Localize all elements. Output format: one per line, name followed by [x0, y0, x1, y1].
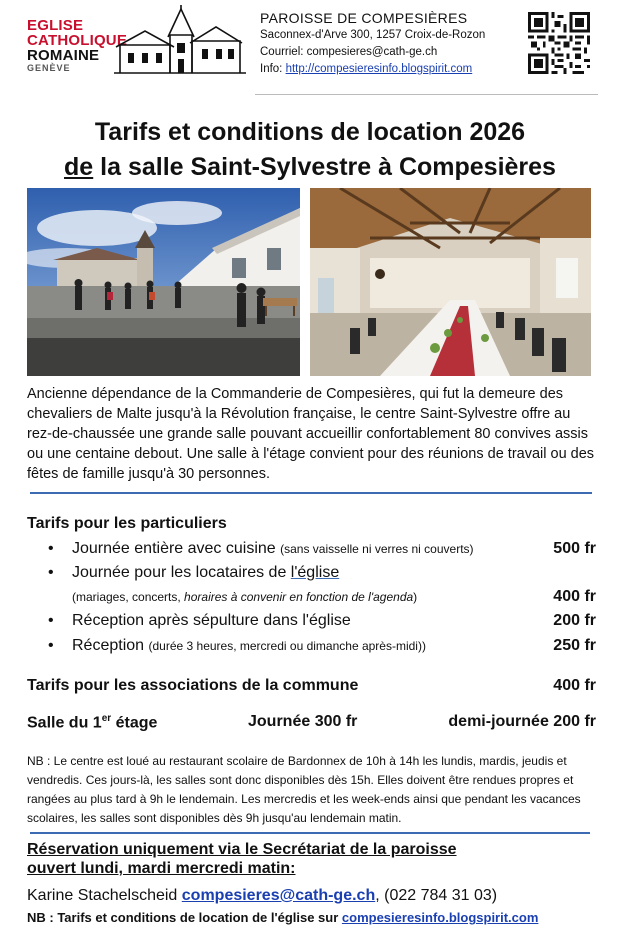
blog-link[interactable]: compesieresinfo.blogspirit.com	[341, 910, 539, 925]
parish-email: Courriel: compesieres@cath-ge.ch	[260, 46, 438, 58]
salle-label: Salle du 1er étage	[27, 713, 158, 732]
contact-email-link[interactable]: compesieres@cath-ge.ch	[181, 887, 376, 904]
bullet: •	[48, 612, 54, 629]
tarif-row-full-day	[48, 540, 596, 560]
parish-address: Saconnex-d'Arve 300, 1257 Croix-de-Rozon	[260, 29, 486, 41]
section-divider-bottom	[30, 832, 590, 834]
salle-day-price: Journée 300 fr	[248, 713, 358, 730]
tarif-label: Journée pour les locataires de l'église	[72, 564, 340, 581]
contact-name: Karine Stachelscheid	[27, 887, 182, 904]
contact-phone: , (022 784 31 03)	[375, 887, 498, 904]
reservation-heading	[27, 840, 457, 878]
contact-line	[27, 887, 497, 905]
intro-paragraph: Ancienne dépendance de la Commanderie de Compesières, qui fut la demeure des chevaliers de Malte jusqu'à la Révolution française, le centre Saint-Sylvestre offre au rez-de-chaussée une grande salle pouvant accueillir confortablement 80 convives assis ou une centaine debout. Une salle à l'étage convient pour des réunions de travail ou des fêtes de famille jusqu'à 30 personnes.	[27, 386, 595, 482]
header-divider	[255, 94, 598, 95]
page-title	[0, 115, 620, 185]
tarif-row-reception	[48, 637, 596, 657]
assoc-label: Tarifs pour les associations de la commune	[27, 677, 359, 694]
info-label: Info:	[260, 63, 286, 75]
tarif-price: 400 fr	[553, 588, 596, 605]
reservation-line-1: Réservation uniquement via le Secrétariat de la paroisse	[27, 841, 457, 858]
tarif-note: (mariages, concerts, horaires à convenir en fonction de l'agenda)	[72, 590, 418, 604]
logo-line-1: EGLISE	[27, 17, 84, 34]
tarifs-heading: Tarifs pour les particuliers	[27, 515, 227, 532]
logo-line-4: GENÈVE	[27, 63, 71, 73]
info-link[interactable]: http://compesieresinfo.blogspirit.com	[285, 63, 473, 75]
tarif-price: 500 fr	[553, 540, 596, 557]
assoc-price: 400 fr	[553, 677, 596, 694]
title-line-2	[0, 150, 620, 185]
parish-header	[260, 10, 485, 78]
tarif-label: Réception (durée 3 heures, mercredi ou dimanche après-midi))	[72, 637, 426, 654]
title-prefix: de	[64, 153, 94, 181]
exterior-photo	[27, 188, 300, 376]
tarif-row-tenants-note	[48, 588, 596, 608]
title-line-1: Tarifs et conditions de location 2026	[94, 118, 526, 146]
logo-line-3: ROMAINE	[27, 47, 100, 64]
salle-half-price: demi-journée 200 fr	[448, 713, 596, 730]
parish-name: PAROISSE DE COMPESIÈRES	[260, 10, 468, 26]
title-rest: la salle Saint-Sylvestre à Compesières	[93, 153, 556, 181]
bullet: •	[48, 637, 54, 654]
bullet: •	[48, 540, 54, 557]
qr-code-icon	[528, 12, 590, 74]
reservation-line-2: ouvert lundi, mardi mercredi matin:	[27, 860, 296, 877]
logo-line-2: CATHOLIQUE	[27, 32, 128, 49]
interior-photo	[310, 188, 591, 376]
bullet: •	[48, 564, 54, 581]
tarif-row-tenants	[48, 564, 596, 584]
parish-info	[260, 61, 485, 78]
tarif-price: 250 fr	[553, 637, 596, 654]
church-rental-note: NB : Tarifs et conditions de location de l'église sur compesieresinfo.blogspirit.com	[27, 910, 539, 925]
tarif-label: Journée entière avec cuisine (sans vaisselle ni verres ni couverts)	[72, 540, 474, 557]
section-divider	[30, 492, 592, 494]
tarif-label: Réception après sépulture dans l'église	[72, 612, 351, 629]
tarif-row-burial	[48, 612, 596, 632]
church-drawing-icon	[110, 5, 250, 77]
nb-paragraph: NB : Le centre est loué au restaurant scolaire de Bardonnex de 10h à 14h les lundis, mardis, jeudis et vendredis. Ces jours-là, les salles sont donc disponibles dès 15h. Elles doivent être rendues propres et rangées au plus tard à 9h le lendemain. Les mercredis et les week-ends ainsi que pendant les vacances scolaires, les salles sont disponibles dès 9h jusqu'au lendemain matin.	[27, 754, 581, 825]
tarif-price: 200 fr	[553, 612, 596, 629]
